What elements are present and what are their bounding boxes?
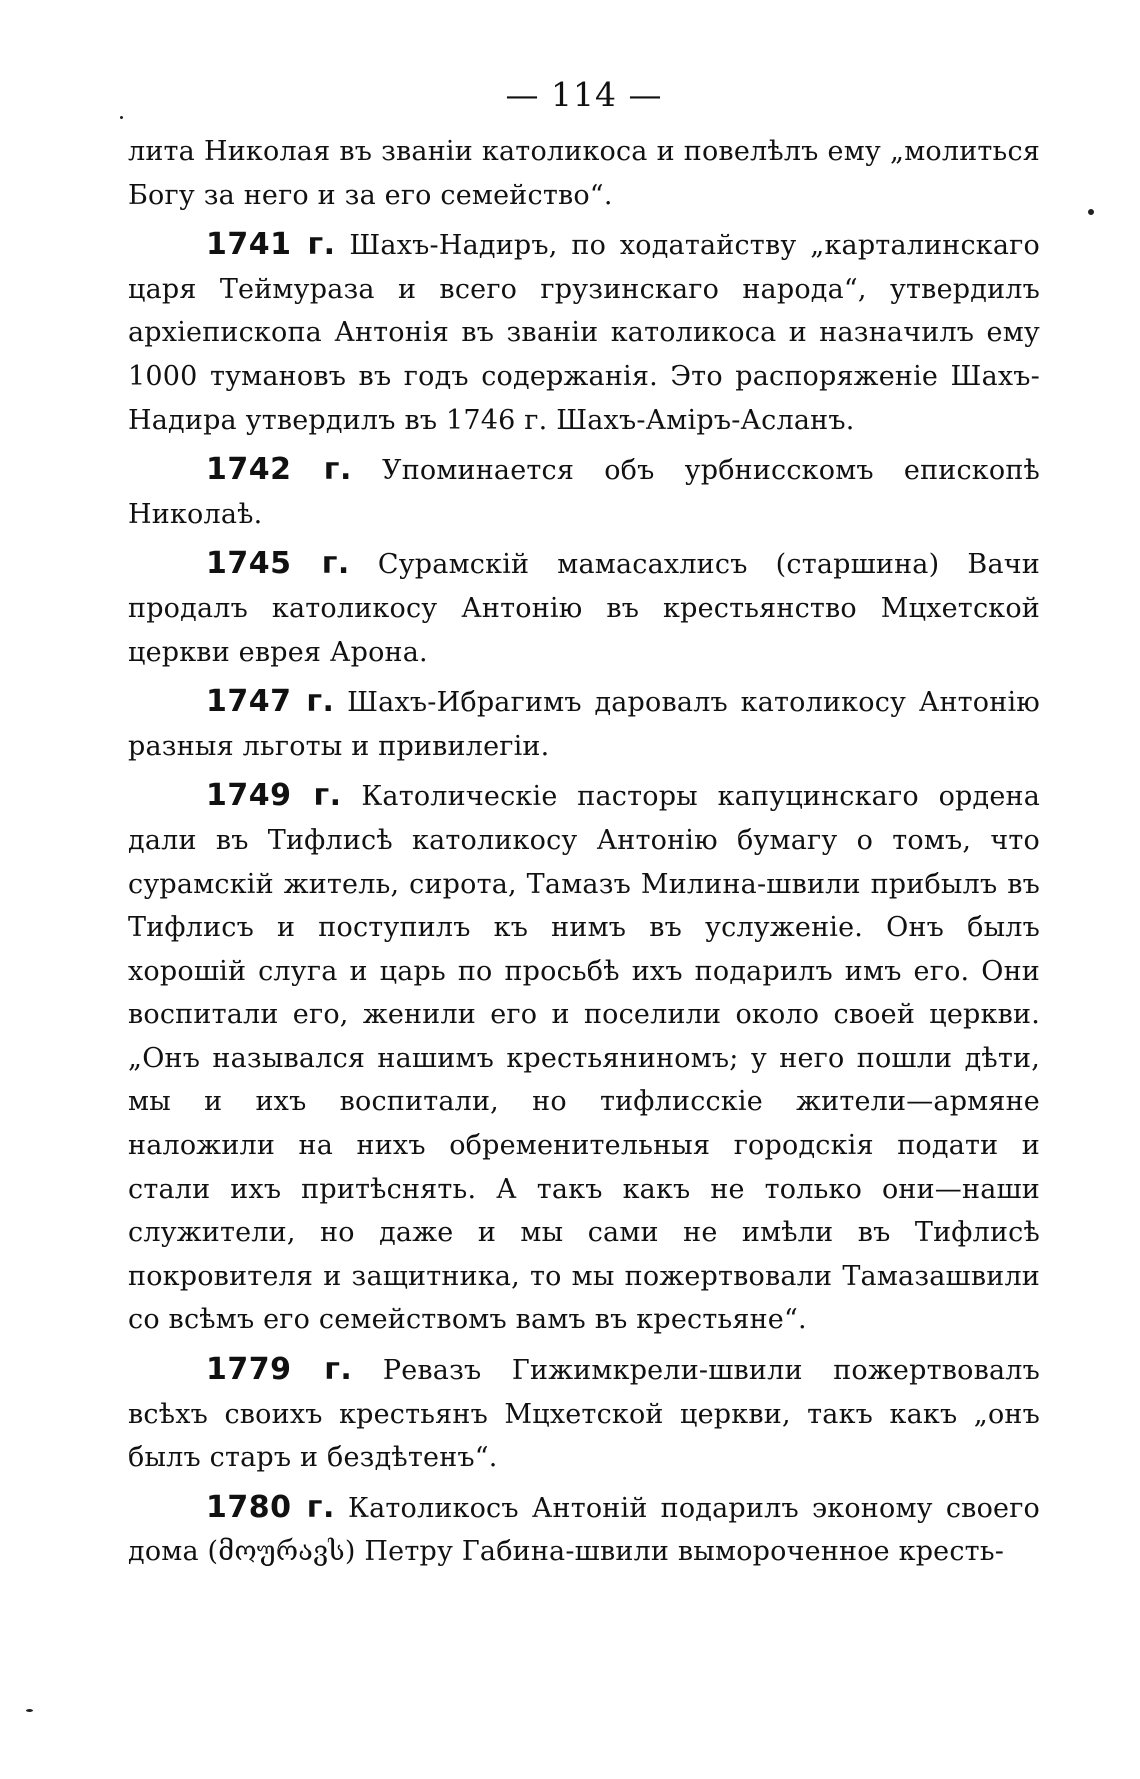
- entry-text: Католикосъ Антоній подарилъ эконому своего дома (მოურავს) Петру Габина-швили вымороченное кресть-: [128, 1492, 1041, 1568]
- entry-year: 1780 г.: [206, 1489, 335, 1525]
- entry-text: Шахъ-Ибрагимъ даровалъ католикосу Антонію разныя льготы и привилегіи.: [128, 687, 1040, 762]
- entry-1745: [128, 542, 1040, 674]
- entry-year: 1741 г.: [206, 227, 336, 263]
- entry-year: 1749 г.: [206, 778, 342, 814]
- entry-1749: [128, 774, 1040, 1342]
- entry-1779: [128, 1348, 1040, 1480]
- entry-1741: [128, 223, 1040, 442]
- entry-text: Католическіе пасторы капуцинскаго ордена дали въ Тифлисѣ католикосу Антонію бумагу о томъ, что сурамскій житель, сирота, Тамазъ Милина-швили прибылъ въ Тифлисъ и поступилъ къ нимъ въ услуженіе. Онъ былъ хорошій слуга и царь по просьбѣ ихъ подарилъ имъ его. Они воспитали его, женили его и поселили около своей церкви. „Онъ назывался нашимъ крестьяниномъ; у него пошли дѣти, мы и ихъ воспитали, но тифлисскіе жители—армяне наложили на нихъ обременительныя городскія подати и стали ихъ притѣснять. А такъ какъ не только они—наши служители, но даже и мы сами не имѣли въ Тифлисѣ покровителя и защитника, то мы пожертвовали Тамазашвили со всѣмъ его семействомъ вамъ въ крестьяне“.: [128, 781, 1041, 1336]
- intro-paragraph: лита Николая въ званіи католикоса и повелѣлъ ему „молиться Богу за него и за его семейство“.: [128, 136, 1040, 211]
- entry-1747: [128, 680, 1040, 768]
- entry-year: 1742 г.: [206, 452, 352, 488]
- entry-text: Шахъ-Надиръ, по ходатайству „карталинскаго царя Теймураза и всего грузинскаго народа“, утвердилъ архіепископа Антонія въ званіи католикоса и назначилъ ему 1000 тумановъ въ годъ содержанія. Это распоряженіе Шахъ-Надира утвердилъ въ 1746 г. Шахъ-Аміръ-Асланъ.: [128, 230, 1040, 436]
- entry-1742: [128, 448, 1040, 536]
- entry-year: 1747 г.: [206, 684, 335, 720]
- entry-text: Упоминается объ урбнисскомъ епископѣ Николаѣ.: [128, 455, 1041, 530]
- entry-year: 1779 г.: [206, 1352, 353, 1388]
- scan-speck: [1088, 209, 1094, 215]
- scan-speck: [26, 1709, 33, 1712]
- page-number: — 114 —: [505, 75, 663, 114]
- entry-text: Сурамскій мамасахлисъ (старшина) Вачи продалъ католикосу Антонію въ крестьянство Мцхетской церкви еврея Арона.: [128, 549, 1040, 668]
- entry-year: 1745 г.: [206, 546, 350, 582]
- entry-text: Ревазъ Гижимкрели-швили пожертвовалъ всѣхъ своихъ крестьянъ Мцхетской церкви, такъ какъ „онъ былъ старъ и бездѣтенъ“.: [128, 1355, 1040, 1474]
- entry-1780: [128, 1486, 1040, 1574]
- book-page: [128, 70, 1040, 1580]
- scan-speck: [120, 116, 123, 119]
